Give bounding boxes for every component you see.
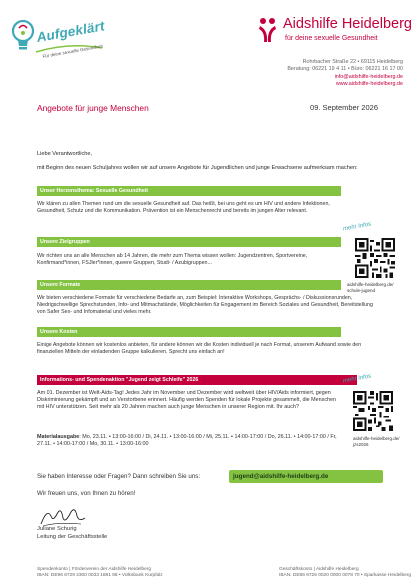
qr-code-youth[interactable] (355, 238, 395, 278)
contact-email-link[interactable]: jugend@aidshilfe-heidelberg.de (229, 470, 383, 483)
footer-right-line1: Geschäftskonto | Aidshilfe Heidelberg (279, 567, 359, 572)
letter-date: 09. September 2026 (310, 103, 378, 112)
qr-link-youth-line2: schule-jugend (347, 287, 376, 293)
signer-name: Juliane Schurig (37, 526, 77, 532)
footer-left-line1: Spendenkonto | Förderverein der Aidshilfe Heidelberg (37, 567, 152, 572)
closing-line: Wir freuen uns, von Ihnen zu hören! (37, 490, 136, 497)
organization-tagline: für deine sexuelle Gesundheit (285, 35, 378, 42)
more-info-label-1: mehr Infos (342, 221, 372, 233)
address-email-link[interactable]: info@aidshilfe-heidelberg.de (334, 73, 403, 80)
intro-paragraph: mit Beginn des neuen Schuljahres wollen wir auf unsere Angebote für Jugendlichen und junge Erwachsene aufmerksam machen: (37, 165, 358, 171)
qr-link-campaign-line2: jzs2026 (353, 441, 369, 447)
red-ribbon-icon (257, 16, 279, 44)
section-text-targets: Wir richten uns an alle Menschen ab 14 Jahren, die mehr zum Thema wissen wollen: Jugendzentren, Sportvereine, Konfirmand*innen, FSJler*innen, queere Gruppen, Studi- / Azubigruppen... (37, 253, 308, 267)
qr-link-campaign-line1: aidshilfe-heidelberg.de/ (353, 436, 400, 441)
qr-link-campaign[interactable] (353, 436, 400, 448)
signer-role: Leitung der Geschäftsstelle (37, 533, 108, 540)
signer-block (37, 526, 107, 541)
footer-right-line2: IBAN: DE86 6725 0020 0000 0078 70 • Sparkasse Heidelberg (279, 573, 412, 579)
aufgeklaert-logo (8, 10, 106, 68)
promo-dates-text: : Mo, 23.11. • 13:00-16:00 / Di, 24.11. • 13:00-16:00 / Mi, 25.11. • 14:00-17:00 / Do, 26.11. • 14:00-17:00 / Fr, 27.11. • 14:00-17:00 / Mo, 30.11. • 13:00-16:00 (37, 434, 337, 448)
promo-heading: Informations- und Spendenaktion "Jugend zeigt Schleife" 2026 (37, 375, 357, 385)
promo-text: Am 01. Dezember ist Welt-Aids-Tag! Jedes Jahr im November und Dezember wird weltweit über HIV/Aids informiert, gegen Diskriminierung gekämpft und an Verstorbene erinnert. Häufig werden Spenden für lokale Projekte gesammelt, die Menschen mit HIV unterstützen. Seit mehr als 20 Jahren machen auch junge Menschen in unserer Region mit. Ihr auch? (37, 390, 337, 411)
address-web-link[interactable]: www.aidshilfe-heidelberg.de (335, 81, 403, 88)
qr-link-youth[interactable] (347, 282, 394, 294)
logo-left-title: Aufgeklärt (35, 18, 106, 45)
section-heading-costs: Unsere Kosten (37, 327, 341, 337)
section-text-health: Wir klären zu allen Themen rund um die sexuelle Gesundheit auf. Das heißt, bei uns geht es um HIV und andere Infektionen, Gesundheit, Schutz und die Kommunikation. Prävention ist ein Menschenrecht und bereits im jungen Alter relevant. (37, 201, 330, 215)
footer-donation-account (37, 567, 163, 580)
section-text-costs: Einige Angebote können wir kostenlos anbieten, für andere können wir die Kosten individuell je nach Format, unserem Aufwand sowie den finanziellen Mitteln der einladenden Gruppe kalkulieren. Sprecht uns einfach an! (37, 342, 362, 356)
letter-subject: Angebote für junge Menschen (37, 103, 149, 113)
footer-business-account (279, 567, 411, 580)
footer-left-line2: IBAN: DE96 6729 2300 0033 1881 88 • Volksbank Kurpfalz (37, 573, 163, 579)
greeting: Liebe Verantwortliche, (37, 151, 93, 157)
promo-dates-label: Materialausgabe (37, 434, 80, 440)
organization-name: Aidshilfe Heidelberg (283, 16, 412, 32)
handwritten-signature (37, 504, 87, 528)
qr-link-youth-line1: aidshilfe-heidelberg.de/ (347, 282, 394, 287)
address-block (287, 59, 403, 89)
section-text-formats: Wir bieten verschiedene Formate für verschiedene Bedarfe an, zum Beispiel: Interaktive Workshops, Gesprächs- / Diskussionsrunden, Niedrigschwellige Sprechstunden, Info- und Mitmachstände, Möglichkeiten für Engagement im Bereich Soziales und Gesundheit, Bereitstellung von Safer Sex- und Infomaterial und vieles mehr. (37, 295, 373, 316)
lightbulb-icon (10, 18, 36, 52)
address-phone: Beratung: 06221 19 4 11 • Büro: 06221 16 17 00 (287, 66, 403, 73)
qr-code-campaign[interactable] (353, 391, 393, 431)
more-info-label-2: mehr Infos (342, 373, 372, 385)
contact-question: Sie haben Interesse oder Fragen? Dann schreiben Sie uns: (37, 473, 201, 480)
promo-dates (37, 434, 337, 448)
section-heading-health: Unser Herzensthema: Sexuelle Gesundheit (37, 186, 341, 196)
section-heading-targets: Unsere Zielgruppen (37, 237, 341, 247)
logo-left-subtitle: Für deine sexuelle Gesundheit (42, 43, 104, 59)
address-street: Rohrbacher Straße 22 • 69115 Heidelberg (302, 59, 403, 65)
section-heading-formats: Unsere Formate (37, 280, 341, 290)
